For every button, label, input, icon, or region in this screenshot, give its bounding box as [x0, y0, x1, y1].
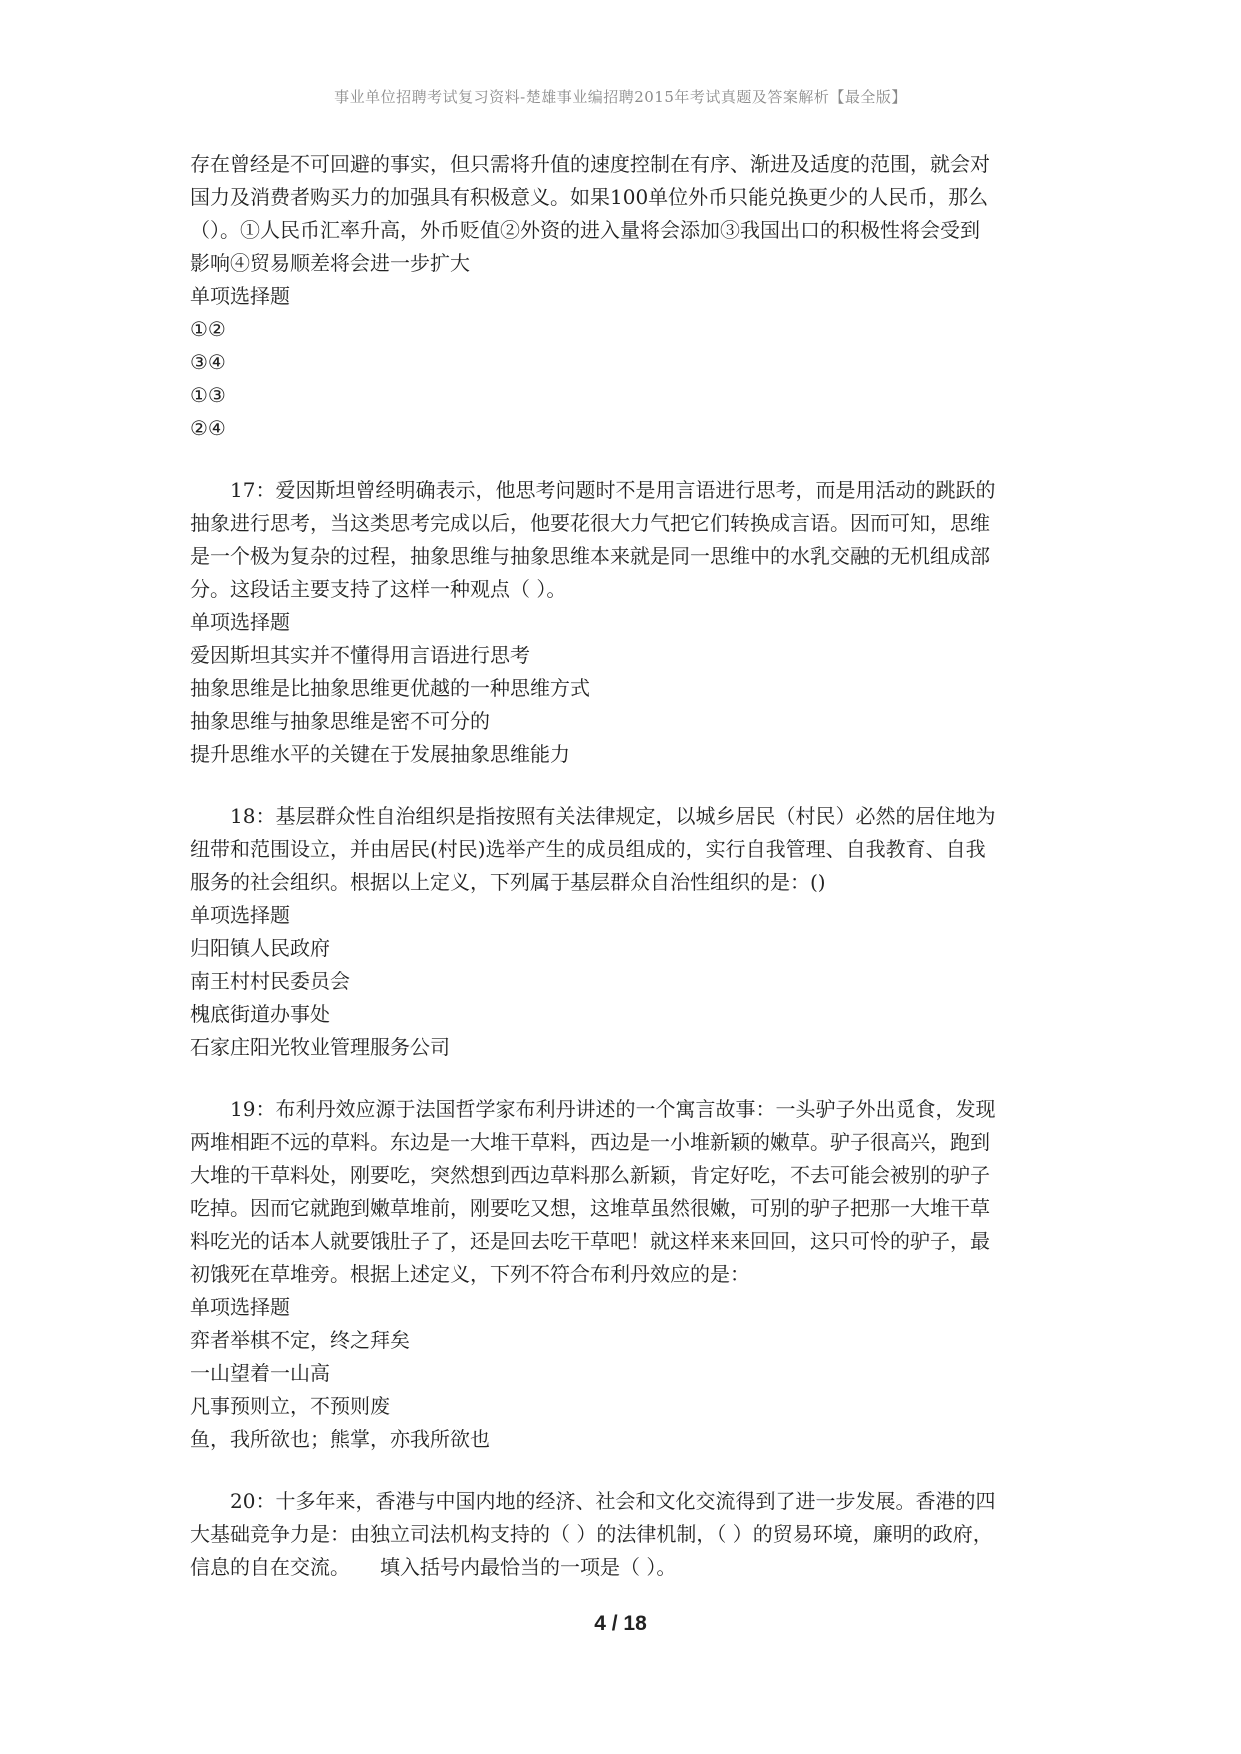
answer-option: 爱因斯坦其实并不懂得用言语进行思考	[190, 643, 530, 667]
answer-option: ①②	[190, 317, 226, 341]
answer-option: 一山望着一山高	[190, 1361, 330, 1385]
question-text-line: 服务的社会组织。根据以上定义，下列属于基层群众自治性组织的是：()	[190, 870, 826, 894]
page-number: 4 / 18	[594, 1612, 647, 1635]
question-text-line: 20：十多年来，香港与中国内地的经济、社会和文化交流得到了进一步发展。香港的四	[230, 1489, 996, 1513]
question-type: 单项选择题	[190, 903, 290, 927]
question-text-line: 分。这段话主要支持了这样一种观点（ ）。	[190, 577, 567, 601]
answer-option: 提升思维水平的关键在于发展抽象思维能力	[190, 742, 570, 766]
question-text-line: 料吃光的话本人就要饿肚子了，还是回去吃干草吧！就这样来来回回，这只可怜的驴子，最	[190, 1229, 990, 1253]
question-type: 单项选择题	[190, 1295, 290, 1319]
answer-option: ③④	[190, 350, 226, 374]
question-text-line: 纽带和范围设立，并由居民(村民)选举产生的成员组成的，实行自我管理、自我教育、自我	[190, 837, 986, 861]
page-content	[190, 148, 1060, 1613]
question-text-line: 吃掉。因而它就跑到嫩草堆前，刚要吃又想，这堆草虽然很嫩，可别的驴子把那一大堆干草	[190, 1196, 990, 1220]
question-text-line: 信息的自在交流。 填入括号内最恰当的一项是（ ）。	[190, 1555, 677, 1579]
question-text-line: 两堆相距不远的草料。东边是一大堆干草料，西边是一小堆新颖的嫩草。驴子很高兴，跑到	[190, 1130, 990, 1154]
answer-option: 鱼，我所欲也；熊掌，亦我所欲也	[190, 1427, 490, 1451]
question-text-line: 大基础竞争力是：由独立司法机构支持的（ ）的法律机制，（ ）的贸易环境，廉明的政府，	[190, 1522, 993, 1546]
answer-option: ②④	[190, 416, 226, 440]
question-text-line: 18：基层群众性自治组织是指按照有关法律规定，以城乡居民（村民）必然的居住地为	[230, 804, 996, 828]
question-text-line: 影响④贸易顺差将会进一步扩大	[190, 251, 470, 275]
question-text-line: 19：布利丹效应源于法国哲学家布利丹讲述的一个寓言故事：一头驴子外出觅食，发现	[230, 1097, 996, 1121]
question-text-line: 抽象进行思考，当这类思考完成以后，他要花很大力气把它们转换成言语。因而可知，思维	[190, 511, 990, 535]
answer-option: 凡事预则立，不预则废	[190, 1394, 390, 1418]
answer-option: 归阳镇人民政府	[190, 936, 330, 960]
answer-option: 抽象思维与抽象思维是密不可分的	[190, 709, 490, 733]
answer-option: ①③	[190, 383, 226, 407]
question-text-line: 大堆的干草料处，刚要吃，突然想到西边草料那么新颖，肯定好吃，不去可能会被别的驴子	[190, 1163, 990, 1187]
question-text-line: （）。①人民币汇率升高，外币贬值②外资的进入量将会添加③我国出口的积极性将会受到	[190, 218, 980, 242]
page-header: 事业单位招聘考试复习资料-楚雄事业编招聘2015年考试真题及答案解析【最全版】	[334, 88, 907, 106]
question-type: 单项选择题	[190, 610, 290, 634]
answer-option: 南王村村民委员会	[190, 969, 350, 993]
answer-option: 石家庄阳光牧业管理服务公司	[190, 1035, 450, 1059]
answer-option: 槐底街道办事处	[190, 1002, 330, 1026]
answer-option: 抽象思维是比抽象思维更优越的一种思维方式	[190, 676, 590, 700]
question-text-line: 国力及消费者购买力的加强具有积极意义。如果100单位外币只能兑换更少的人民币，那么	[190, 185, 989, 209]
question-text-line: 是一个极为复杂的过程，抽象思维与抽象思维本来就是同一思维中的水乳交融的无机组成部	[190, 544, 990, 568]
question-16	[190, 148, 1060, 445]
question-18	[190, 800, 1060, 1064]
question-text-line: 存在曾经是不可回避的事实，但只需将升值的速度控制在有序、渐进及适度的范围，就会对	[190, 152, 990, 176]
answer-option: 弈者举棋不定，终之拜矣	[190, 1328, 410, 1352]
question-19	[190, 1093, 1060, 1456]
question-text-line: 17：爱因斯坦曾经明确表示，他思考问题时不是用言语进行思考，而是用活动的跳跃的	[230, 478, 996, 502]
question-20	[190, 1485, 1060, 1584]
question-type: 单项选择题	[190, 284, 290, 308]
question-17	[190, 474, 1060, 771]
question-text-line: 初饿死在草堆旁。根据上述定义，下列不符合布利丹效应的是：	[190, 1262, 750, 1286]
